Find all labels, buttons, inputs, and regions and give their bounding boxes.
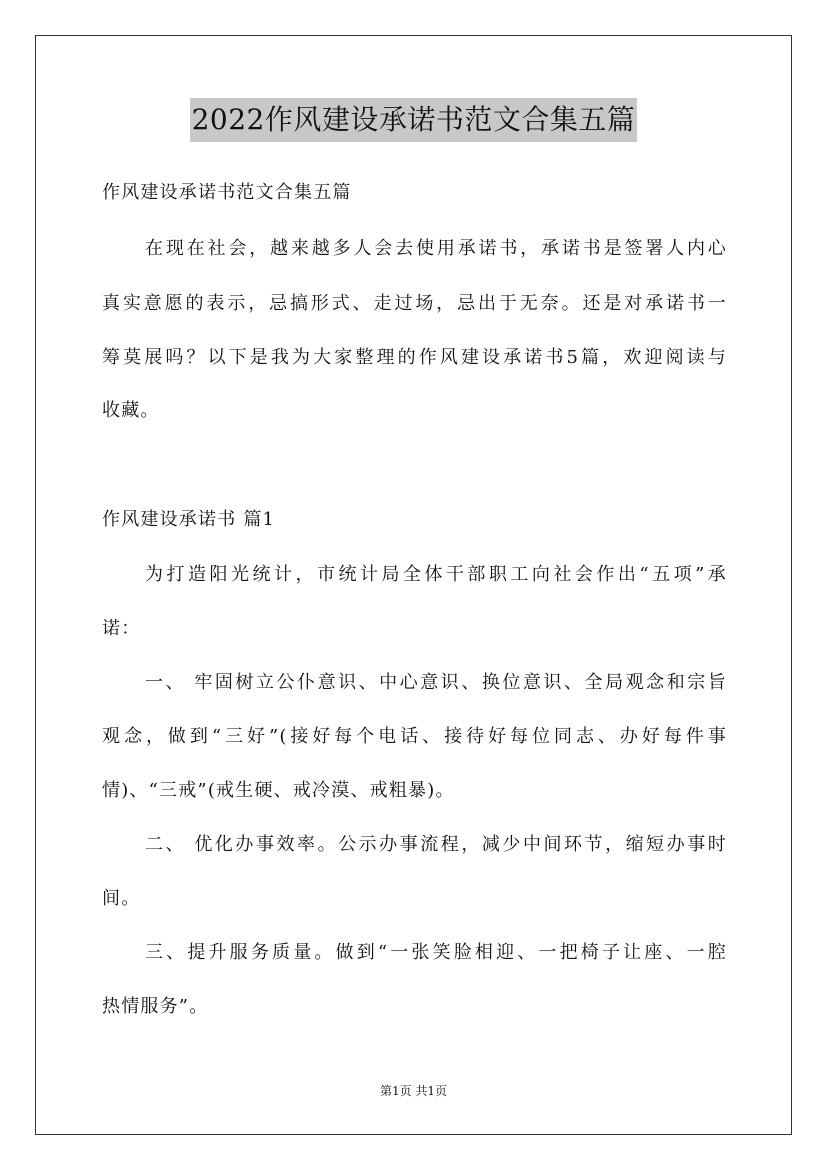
item-2-line-2: 间。 xyxy=(102,888,141,909)
item-1-line-1: 一、 牢固树立公仆意识、中心意识、换位意识、全局观念和宗旨 xyxy=(145,672,727,693)
intro-line-3: 筹莫展吗？以下是我为大家整理的作风建设承诺书5篇，欢迎阅读与 xyxy=(102,347,727,368)
body-line-1: 为打造阳光统计，市统计局全体干部职工向社会作出“五项”承 xyxy=(145,564,727,585)
body-line-2: 诺： xyxy=(102,618,141,639)
item-3-line-2: 热情服务”。 xyxy=(102,996,209,1017)
intro-line-1: 在现在社会，越来越多人会去使用承诺书，承诺书是签署人内心 xyxy=(145,238,727,259)
subtitle-line: 作风建设承诺书范文合集五篇 xyxy=(102,182,352,203)
intro-line-2: 真实意愿的表示，忌搞形式、走过场，忌出于无奈。还是对承诺书一 xyxy=(102,293,727,314)
item-1-line-2: 观念，做到“三好”(接好每个电话、接待好每位同志、办好每件事 xyxy=(102,726,727,747)
title-container xyxy=(0,98,827,142)
document-title: 2022作风建设承诺书范文合集五篇 xyxy=(190,98,638,142)
intro-line-4: 收藏。 xyxy=(102,400,160,421)
item-2-line-1: 二、 优化办事效率。公示办事流程，减少中间环节，缩短办事时 xyxy=(145,834,727,855)
item-3-line-1: 三、提升服务质量。做到“一张笑脸相迎、一把椅子让座、一腔 xyxy=(145,942,727,963)
item-1-line-3: 情)、“三戒”(戒生硬、戒冷漠、戒粗暴)。 xyxy=(102,780,455,801)
page-footer: 第1页 共1页 xyxy=(379,1084,448,1098)
section-heading: 作风建设承诺书 篇1 xyxy=(102,509,276,530)
